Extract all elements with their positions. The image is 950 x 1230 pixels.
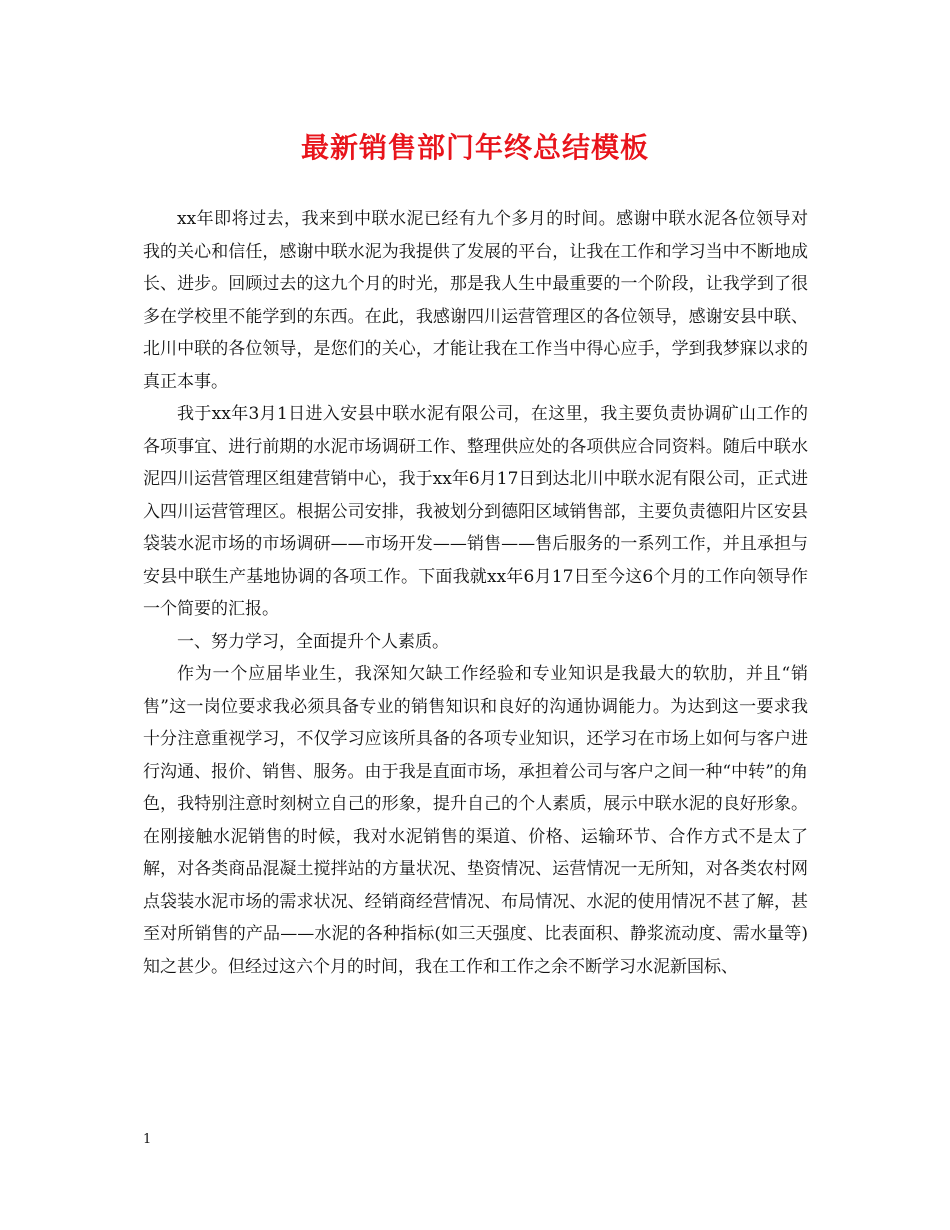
document-body (143, 203, 808, 983)
paragraph-intro: xx年即将过去，我来到中联水泥已经有九个多月的时间。感谢中联水泥各位领导对我的关心和信任，感谢中联水泥为我提供了发展的平台，让我在工作和学习当中不断地成长、进步。回顾过去的这九个月的时光，那是我人生中最重要的一个阶段，让我学到了很多在学校里不能学到的东西。在此，我感谢四川运营管理区的各位领导，感谢安县中联、北川中联的各位领导，是您们的关心，才能让我在工作当中得心应手，学到我梦寐以求的真正本事。 (143, 209, 808, 392)
page-number: 1 (143, 1132, 152, 1147)
paragraph-study: 作为一个应届毕业生，我深知欠缺工作经验和专业知识是我最大的软肋，并且“销售”这一岗位要求我必须具备专业的销售知识和良好的沟通协调能力。为达到这一要求我十分注意重视学习，不仅学习应该所具备的各项专业知识，还学习在市场上如何与客户进行沟通、报价、销售、服务。由于我是直面市场，承担着公司与客户之间一种“中转”的角色，我特别注意时刻树立自己的形象，提升自己的个人素质，展示中联水泥的良好形象。在刚接触水泥销售的时候，我对水泥销售的渠道、价格、运输环节、合作方式不是太了解，对各类商品混凝土搅拌站的方量状况、垫资情况、运营情况一无所知，对各类农村网点袋装水泥市场的需求状况、经销商经营情况、布局情况、水泥的使用情况不甚了解，甚至对所销售的产品——水泥的各种指标(如三天强度、比表面积、静浆流动度、需水量等)知之甚少。但经过这六个月的时间，我在工作和工作之余不断学习水泥新国标、 (143, 664, 808, 977)
paragraph-work-history: 我于xx年3月1日进入安县中联水泥有限公司，在这里，我主要负责协调矿山工作的各项事宜、进行前期的水泥市场调研工作、整理供应处的各项供应合同资料。随后中联水泥四川运营管理区组建营销中心，我于xx年6月17日到达北川中联水泥有限公司，正式进入四川运营管理区。根据公司安排，我被划分到德阳区域销售部，主要负责德阳片区安县袋装水泥市场的市场调研——市场开发——销售——售后服务的一系列工作，并且承担与安县中联生产基地协调的各项工作。下面我就xx年6月17日至今这6个月的工作向领导作一个简要的汇报。 (143, 404, 808, 619)
document-title: 最新销售部门年终总结模板 (300, 131, 649, 164)
section-heading-study: 一、努力学习，全面提升个人素质。 (177, 631, 449, 652)
